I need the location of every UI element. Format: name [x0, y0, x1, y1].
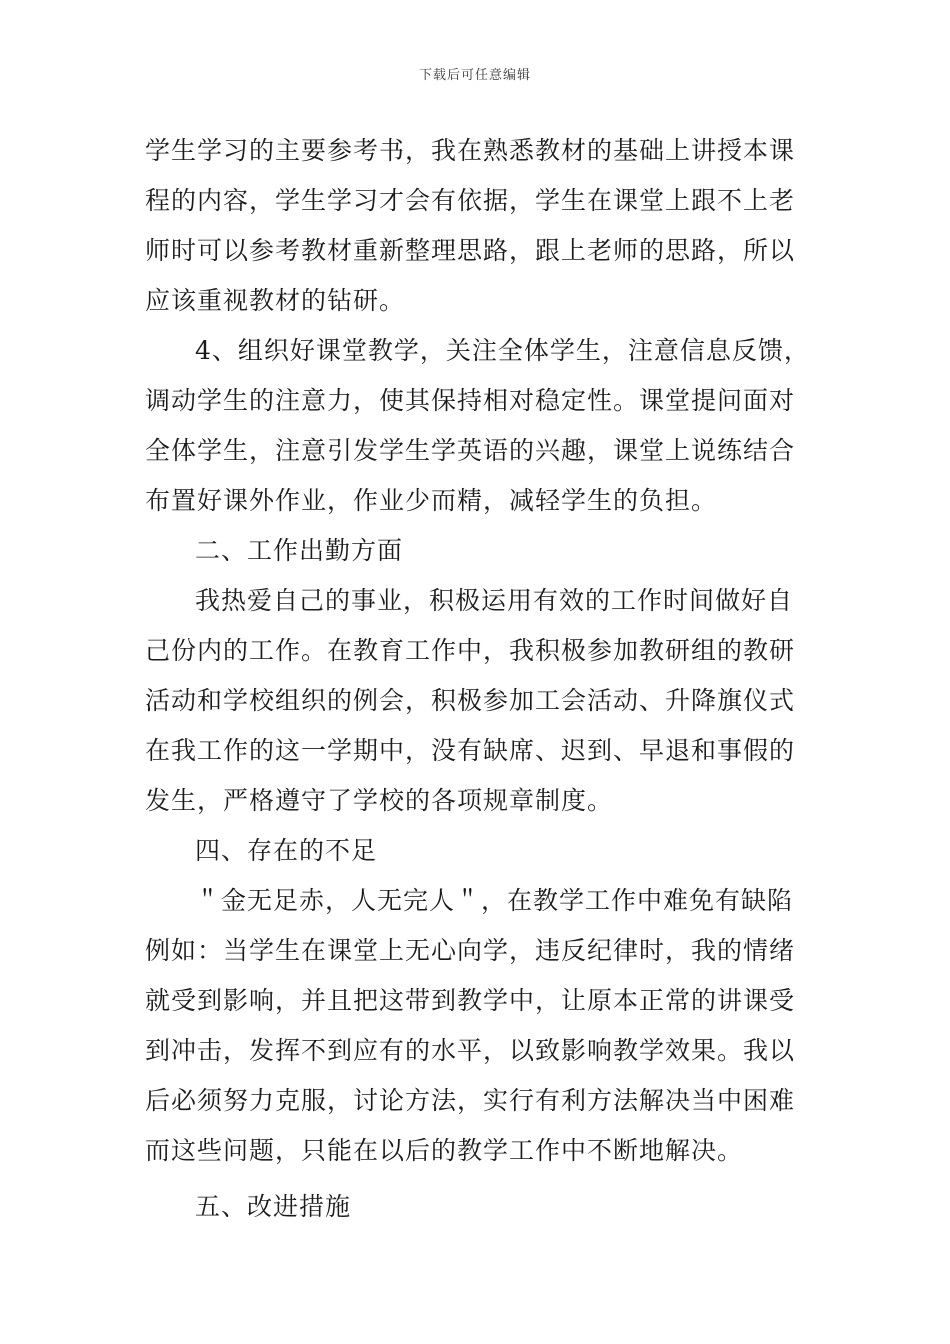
page-header: 下载后可任意编辑 — [418, 68, 531, 83]
text-line: 活动和学校组织的例会，积极参加工会活动、升降旗仪式 — [145, 686, 796, 715]
text-line: 己份内的工作。在教育工作中，我积极参加教研组的教研 — [145, 636, 796, 665]
text-line: 发生，严格遵守了学校的各项规章制度。 — [145, 786, 614, 815]
paragraph — [145, 326, 813, 526]
text-line: 师时可以参考教材重新整理思路，跟上老师的思路，所以 — [145, 236, 796, 265]
section-heading — [145, 1182, 813, 1232]
text-line: 就受到影响，并且把这带到教学中，让原本正常的讲课受 — [145, 986, 796, 1015]
paragraph — [145, 126, 813, 326]
text-line: 调动学生的注意力，使其保持相对稳定性。课堂提问面对 — [145, 386, 796, 415]
text-line: 后必须努力克服，讨论方法，实行有利方法解决当中困难 — [145, 1086, 796, 1115]
text-line: 学生学习的主要参考书，我在熟悉教材的基础上讲授本课 — [145, 136, 796, 165]
paragraph — [145, 576, 813, 826]
text-line: 而这些问题，只能在以后的教学工作中不断地解决。 — [145, 1136, 744, 1165]
text-line: 全体学生，注意引发学生学英语的兴趣，课堂上说练结合 — [145, 436, 796, 465]
text-line: 我热爱自己的事业，积极运用有效的工作时间做好自 — [195, 586, 794, 615]
text-line: ＂金无足赤，人无完人＂，在教学工作中难免有缺陷 — [195, 886, 794, 915]
section-heading — [145, 826, 813, 876]
text-line: 四、存在的不足 — [195, 836, 378, 865]
paragraph — [145, 876, 813, 1176]
text-line: 应该重视教材的钻研。 — [145, 286, 406, 315]
text-line: 程的内容，学生学习才会有依据，学生在课堂上跟不上老 — [145, 186, 796, 215]
text-line: 五、改进措施 — [195, 1192, 352, 1221]
section-heading — [145, 526, 813, 576]
text-line: 在我工作的这一学期中，没有缺席、迟到、早退和事假的 — [145, 736, 796, 765]
text-line: 例如：当学生在课堂上无心向学，违反纪律时，我的情绪 — [145, 936, 796, 965]
text-line: 布置好课外作业，作业少而精，减轻学生的负担。 — [145, 486, 718, 515]
text-line: 二、工作出勤方面 — [195, 536, 404, 565]
document-body — [145, 126, 813, 1232]
text-line: 4、组织好课堂教学，关注全体学生，注意信息反馈， — [195, 336, 810, 365]
text-line: 到冲击，发挥不到应有的水平，以致影响教学效果。我以 — [145, 1036, 796, 1065]
